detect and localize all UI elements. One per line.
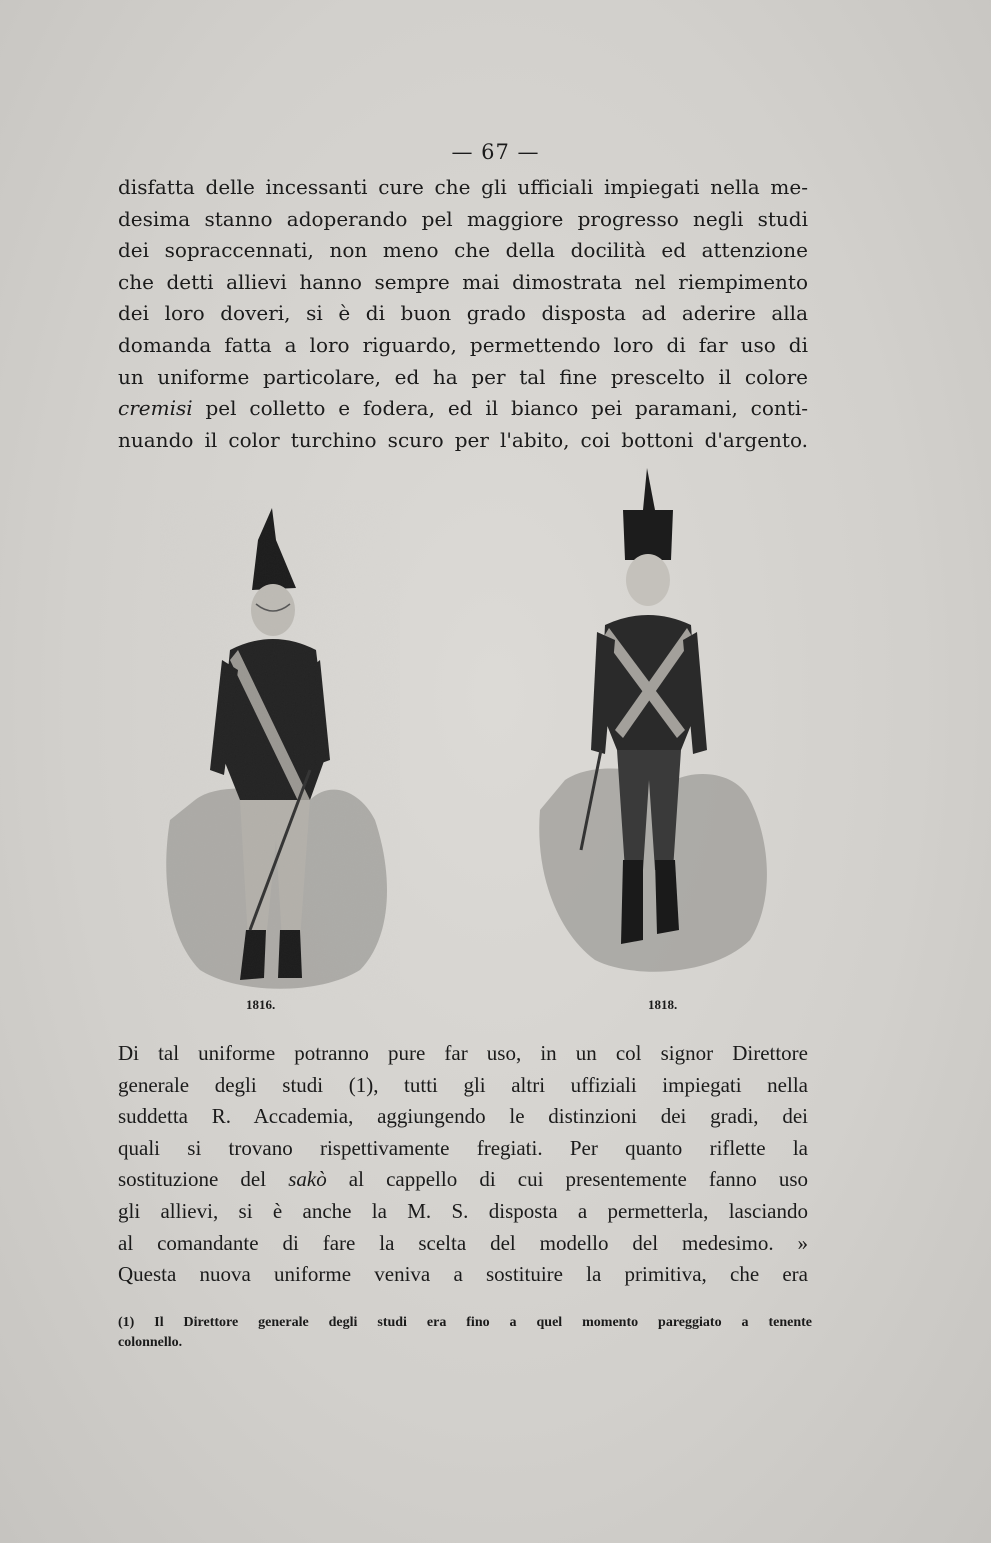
soldier-1816-illustration	[160, 500, 400, 1000]
text-fragment: al cappello di cui presentemente fanno uso	[326, 1167, 808, 1192]
text-line: domanda fatta a loro riguardo, permettendo loro di far uso di	[118, 332, 808, 357]
text-fragment: pel colletto e fodera, ed il bianco pei paramani, conti-	[192, 396, 808, 421]
text-line: al comandante di fare la scelta del modello del medesimo. »	[118, 1230, 808, 1255]
soldier-1818-illustration	[535, 460, 775, 980]
text-line: Di tal uniforme potranno pure far uso, in un col signor Direttore	[118, 1041, 808, 1065]
text-line: generale degli studi (1), tutti gli altri uffiziali impiegati nella	[118, 1072, 808, 1097]
text-line: gli allievi, si è anche la M. S. disposta a permetterla, lasciando	[118, 1198, 808, 1223]
italic-word: cremisi	[118, 396, 193, 421]
text-line: che detti allievi hanno sempre mai dimostrata nel riempimento	[118, 269, 808, 294]
page-number: — 67 —	[451, 140, 540, 164]
caption-1818: 1818.	[648, 997, 678, 1012]
text-line: suddetta R. Accademia, aggiungendo le distinzioni dei gradi, dei	[118, 1104, 808, 1129]
italic-word: sakò	[288, 1167, 327, 1192]
text-line	[118, 393, 808, 425]
text-line: un uniforme particolare, ed ha per tal fine prescelto il colore	[118, 364, 808, 389]
footnote-line: (1) Il Direttore generale degli studi era fino a quel momento pareggiato a tenente	[118, 1315, 812, 1330]
text-line: dei sopraccennati, non meno che della docilità ed attenzione	[118, 238, 808, 263]
text-line: disfatta delle incessanti cure che gli ufficiali impiegati nella me-	[118, 175, 808, 199]
text-line	[118, 1164, 808, 1196]
text-line: desima stanno adoperando pel maggiore progresso negli studi	[118, 206, 808, 231]
text-fragment: sostituzione del	[118, 1167, 289, 1192]
paragraph-bottom	[118, 1038, 808, 1291]
paragraph-top	[118, 172, 808, 456]
text-line: Questa nuova uniforme veniva a sostituire la primitiva, che era	[118, 1262, 808, 1287]
footnote	[118, 1313, 812, 1353]
text-line: nuando il color turchino scuro per l'abito, coi bottoni d'argento.	[118, 427, 808, 452]
illustration-plate	[160, 460, 780, 1020]
text-line: dei loro doveri, si è di buon grado disposta ad aderire alla	[118, 301, 808, 326]
caption-1816: 1816.	[246, 997, 276, 1012]
text-line: quali si trovano rispettivamente fregiati. Per quanto riflette la	[118, 1135, 808, 1160]
footnote-line: colonnello.	[118, 1335, 183, 1350]
